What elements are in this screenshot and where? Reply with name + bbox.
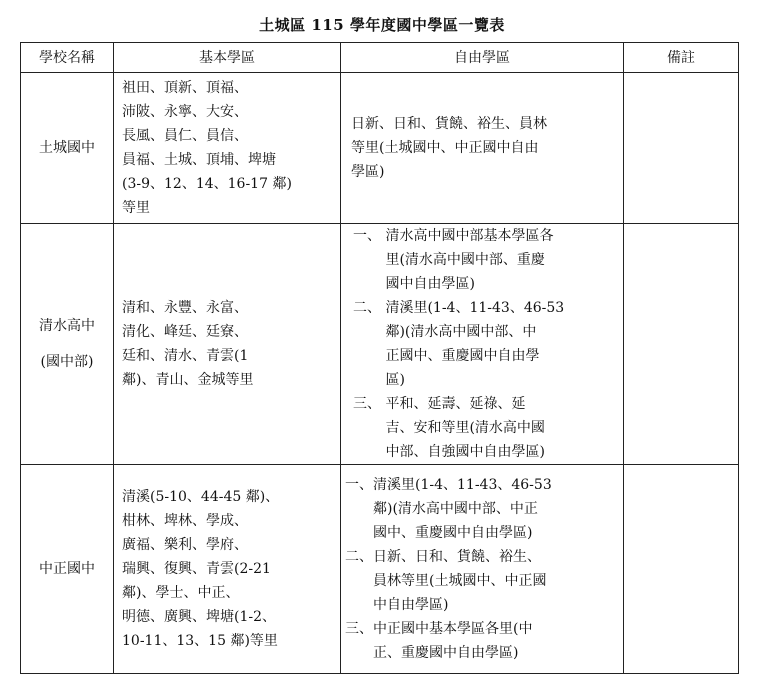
free-district-item — [345, 617, 617, 665]
free-district-line: 等里(土城國中、中正國中自由 — [351, 140, 539, 156]
school-name: 清水高中 — [39, 318, 95, 334]
basic-district-line: 瑞興、復興、青雲(2-21 — [122, 561, 271, 577]
free-district-cell — [341, 465, 624, 674]
note-cell — [624, 465, 739, 674]
table-header-row — [21, 43, 739, 73]
free-district-line: 中正國中基本學區各里(中 — [373, 621, 533, 637]
header-basic-district: 基本學區 — [114, 43, 341, 73]
school-name-cell — [21, 224, 114, 465]
basic-district-line: 清和、永豐、永富、 — [122, 300, 248, 316]
basic-district-line: 鄰)、青山、金城等里 — [122, 372, 254, 388]
header-free-district: 自由學區 — [341, 43, 624, 73]
free-district-item — [353, 224, 617, 296]
free-district-line: 國中、重慶國中自由學區) — [373, 525, 533, 541]
basic-district-line: 長風、員仁、員信、 — [122, 128, 248, 144]
free-district-line: 清溪里(1-4、11-43、46-53 — [385, 300, 565, 316]
school-name: 中正國中 — [39, 561, 95, 577]
free-district-item — [353, 392, 617, 464]
basic-district-cell — [114, 224, 341, 465]
school-name: 土城國中 — [39, 140, 95, 156]
school-name-cell — [21, 465, 114, 674]
free-district-line: 日新、日和、貨饒、裕生、 — [373, 549, 541, 565]
header-note: 備註 — [624, 43, 739, 73]
table-row — [21, 73, 739, 224]
basic-district-line: 清化、峰廷、廷寮、 — [122, 324, 248, 340]
item-number: 三、 — [353, 396, 386, 412]
free-district-line: 中部、自強國中自由學區) — [385, 444, 545, 460]
free-district-line: 鄰)(清水高中國中部、中 — [385, 324, 537, 340]
free-district-line: 清溪里(1-4、11-43、46-53 — [373, 477, 552, 493]
free-district-item — [353, 296, 617, 392]
free-district-line: 區) — [385, 372, 405, 388]
basic-district-line: 清溪(5-10、44-45 鄰)、 — [122, 489, 280, 505]
header-school-name: 學校名稱 — [21, 43, 114, 73]
school-name-sub: (國中部) — [40, 354, 94, 370]
table-row — [21, 224, 739, 465]
item-number: 二、 — [345, 549, 373, 565]
basic-district-line: 鄰)、學士、中正、 — [122, 585, 240, 601]
page-title: 土城區 115 學年度國中學區一覽表 — [259, 16, 505, 34]
free-district-line: 正、重慶國中自由學區) — [373, 645, 519, 661]
basic-district-line: 廷和、清水、青雲(1 — [122, 348, 249, 364]
school-district-table — [20, 42, 739, 674]
basic-district-line: 員福、土城、頂埔、埤塘 — [122, 152, 276, 168]
item-number: 三、 — [345, 621, 373, 637]
note-cell — [624, 73, 739, 224]
item-number: 一、 — [345, 477, 373, 493]
basic-district-line: 10-11、13、15 鄰)等里 — [122, 633, 278, 649]
basic-district-line: 明德、廣興、埤塘(1-2、 — [122, 609, 277, 625]
free-district-line: 鄰)(清水高中國中部、中正 — [373, 501, 538, 517]
free-district-item — [345, 473, 617, 545]
basic-district-cell — [114, 73, 341, 224]
free-district-line: 員林等里(土城國中、中正國 — [373, 573, 547, 589]
free-district-cell — [341, 224, 624, 465]
item-number: 二、 — [353, 300, 386, 316]
free-district-line: 國中自由學區) — [385, 276, 475, 292]
free-district-item — [345, 545, 617, 617]
free-district-line: 學區) — [351, 164, 385, 180]
basic-district-line: 柑林、埤林、學成、 — [122, 513, 248, 529]
basic-district-line: 祖田、頂新、頂福、 — [122, 80, 248, 96]
free-district-line: 中自由學區) — [373, 597, 449, 613]
school-name-cell — [21, 73, 114, 224]
item-number: 一、 — [353, 228, 386, 244]
basic-district-line: 等里 — [122, 200, 150, 216]
free-district-line: 日新、日和、貨饒、裕生、員林 — [351, 116, 547, 132]
free-district-line: 清水高中國中部基本學區各 — [385, 228, 554, 244]
free-district-cell — [341, 73, 624, 224]
free-district-line: 吉、安和等里(清水高中國 — [385, 420, 545, 436]
free-district-line: 里(清水高中國中部、重慶 — [385, 252, 545, 268]
basic-district-line: 廣福、樂利、學府、 — [122, 537, 248, 553]
basic-district-line: 沛陂、永寧、大安、 — [122, 104, 248, 120]
note-cell — [624, 224, 739, 465]
basic-district-cell — [114, 465, 341, 674]
table-row — [21, 465, 739, 674]
free-district-line: 正國中、重慶國中自由學 — [385, 348, 540, 364]
basic-district-line: (3-9、12、14、16-17 鄰) — [122, 176, 292, 192]
free-district-line: 平和、延壽、延祿、延 — [385, 396, 526, 412]
